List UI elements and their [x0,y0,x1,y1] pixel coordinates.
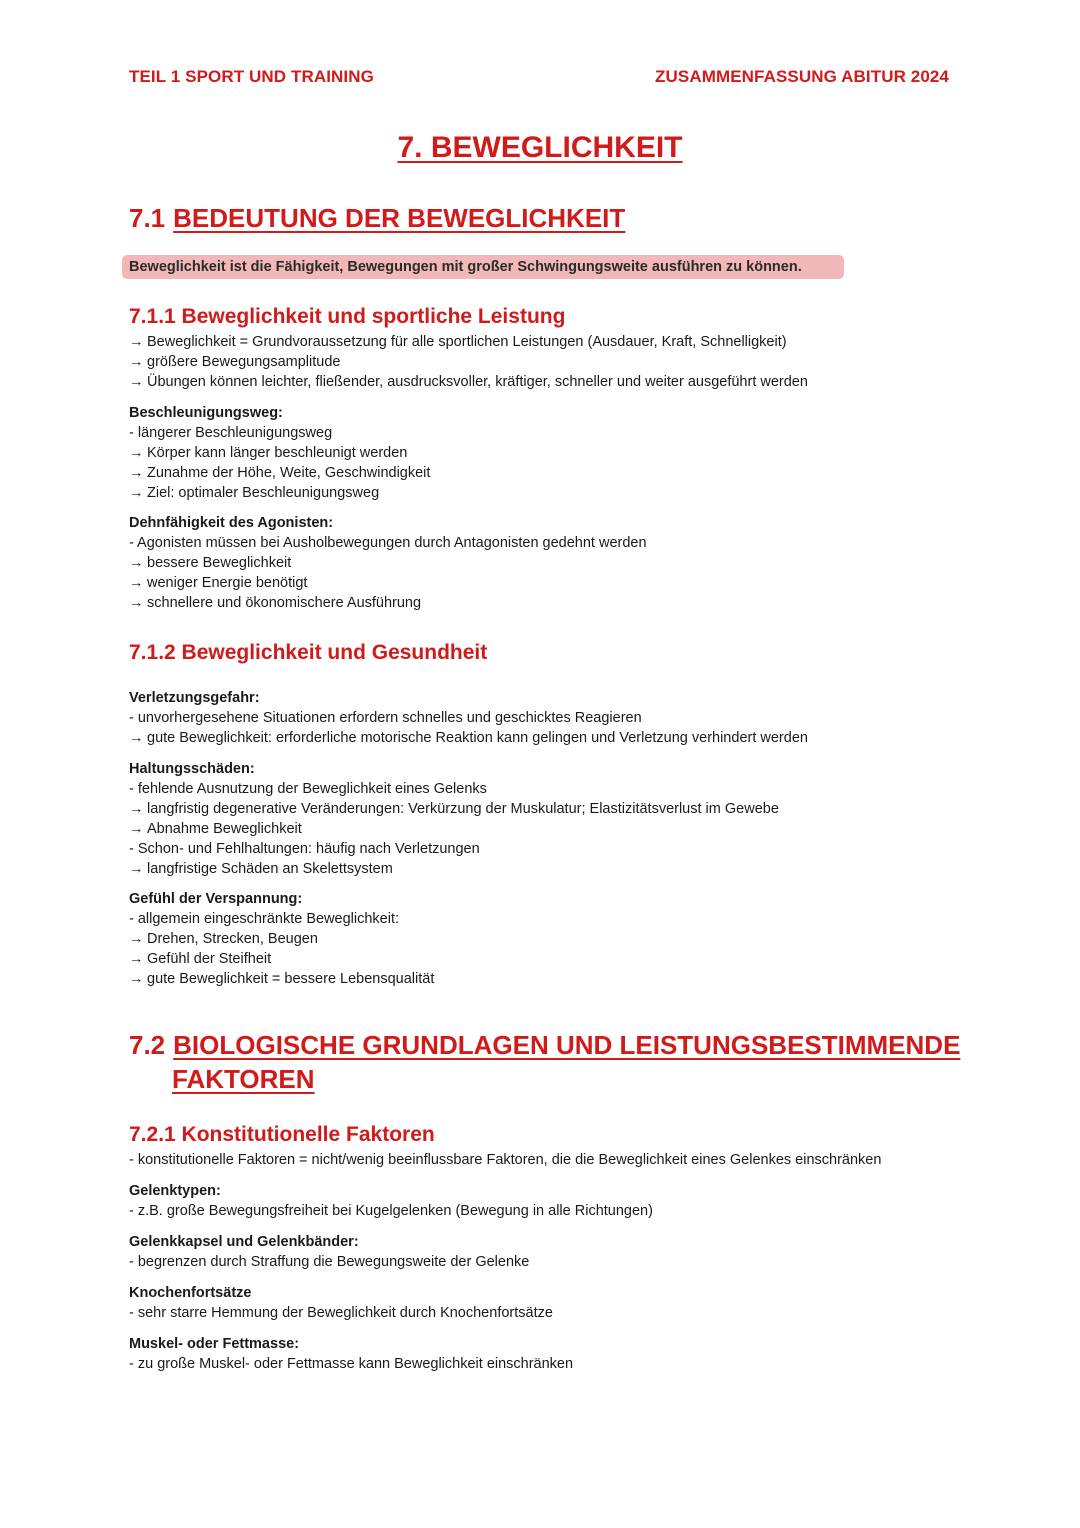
section-7-2-1-heading: 7.2.1 Konstitutionelle Faktoren [129,1123,435,1146]
block-label: Gelenkkapsel und Gelenkbänder: [129,1234,359,1250]
list-item: → Zunahme der Höhe, Weite, Geschwindigkeit [129,465,431,481]
list-item: → langfristig degenerative Veränderungen: Verkürzung der Muskulatur; Elastizitätsverlust im Gewebe [129,801,779,817]
list-item: → Gefühl der Steifheit [129,951,272,967]
list-item: → gute Beweglichkeit = bessere Lebensqualität [129,971,435,987]
list-item: - fehlende Ausnutzung der Beweglichkeit eines Gelenks [129,781,487,797]
section-7-2-heading: 7.2 BIOLOGISCHE GRUNDLAGEN UND LEISTUNGSBESTIMMENDE FAKTOREN [129,1030,961,1094]
block-label: Gefühl der Verspannung: [129,891,303,907]
section-7-1-2-heading: 7.1.2 Beweglichkeit und Gesundheit [129,641,488,664]
list-item: - konstitutionelle Faktoren = nicht/wenig beeinflussbare Faktoren, die die Beweglichkeit eines Gelenkes einschränken [129,1152,882,1168]
beschleunigungsweg-block [129,403,969,503]
definition-highlight: Beweglichkeit ist die Fähigkeit, Bewegungen mit großer Schwingungsweite ausführen zu können. [122,255,844,279]
section-7-1-1-intro [129,332,969,392]
list-item: → Abnahme Beweglichkeit [129,821,302,837]
list-item: - sehr starre Hemmung der Beweglichkeit durch Knochenfortsätze [129,1305,553,1321]
list-item: - Schon- und Fehlhaltungen: häufig nach Verletzungen [129,841,480,857]
dehnfaehigkeit-block [129,513,969,613]
list-item: → Ziel: optimaler Beschleunigungsweg [129,485,380,501]
list-item: → Körper kann länger beschleunigt werden [129,445,408,461]
list-item: - allgemein eingeschränkte Beweglichkeit: [129,911,400,927]
muskelmasse-block [129,1334,969,1374]
block-label: Haltungsschäden: [129,761,255,777]
section-7-2-1-intro [129,1150,969,1170]
verspannung-block [129,889,969,989]
verletzungsgefahr-block [129,688,969,748]
header-right: ZUSAMMENFASSUNG ABITUR 2024 [655,67,949,86]
block-label: Beschleunigungsweg: [129,405,283,421]
list-item: → schnellere und ökonomischere Ausführung [129,595,422,611]
list-item: - Agonisten müssen bei Ausholbewegungen durch Antagonisten gedehnt werden [129,535,647,551]
list-item: → Beweglichkeit = Grundvoraussetzung für alle sportlichen Leistungen (Ausdauer, Kraft, Schnelligkeit) [129,334,787,350]
list-item: - unvorhergesehene Situationen erfordern schnelles und geschicktes Reagieren [129,710,642,726]
gelenktypen-block [129,1181,969,1221]
list-item: - z.B. große Bewegungsfreiheit bei Kugelgelenken (Bewegung in alle Richtungen) [129,1203,653,1219]
block-label: Gelenktypen: [129,1183,221,1199]
list-item: → bessere Beweglichkeit [129,555,292,571]
list-item: - zu große Muskel- oder Fettmasse kann Beweglichkeit einschränken [129,1356,574,1372]
block-label: Muskel- oder Fettmasse: [129,1336,300,1352]
section-7-1-1-heading: 7.1.1 Beweglichkeit und sportliche Leistung [129,305,566,328]
list-item: → langfristige Schäden an Skelettsystem [129,861,393,877]
page-title: 7. BEWEGLICHKEIT [397,131,683,164]
header-left: TEIL 1 SPORT UND TRAINING [129,67,374,86]
list-item: → Drehen, Strecken, Beugen [129,931,318,947]
list-item: → Übungen können leichter, fließender, ausdrucksvoller, kräftiger, schneller und weiter ausgeführt werden [129,374,808,390]
list-item: → größere Bewegungsamplitude [129,354,341,370]
block-label: Knochenfortsätze [129,1285,252,1301]
gelenkkapsel-block [129,1232,969,1272]
list-item: - längerer Beschleunigungsweg [129,425,333,441]
haltungsschaeden-block [129,759,969,879]
block-label: Dehnfähigkeit des Agonisten: [129,515,334,531]
list-item: → weniger Energie benötigt [129,575,308,591]
section-7-1-heading: 7.1 BEDEUTUNG DER BEWEGLICHKEIT [129,203,626,233]
list-item: - begrenzen durch Straffung die Bewegungsweite der Gelenke [129,1254,530,1270]
block-label: Verletzungsgefahr: [129,690,260,706]
list-item: → gute Beweglichkeit: erforderliche motorische Reaktion kann gelingen und Verletzung verhindert werden [129,730,808,746]
knochenfortsaetze-block [129,1283,969,1323]
